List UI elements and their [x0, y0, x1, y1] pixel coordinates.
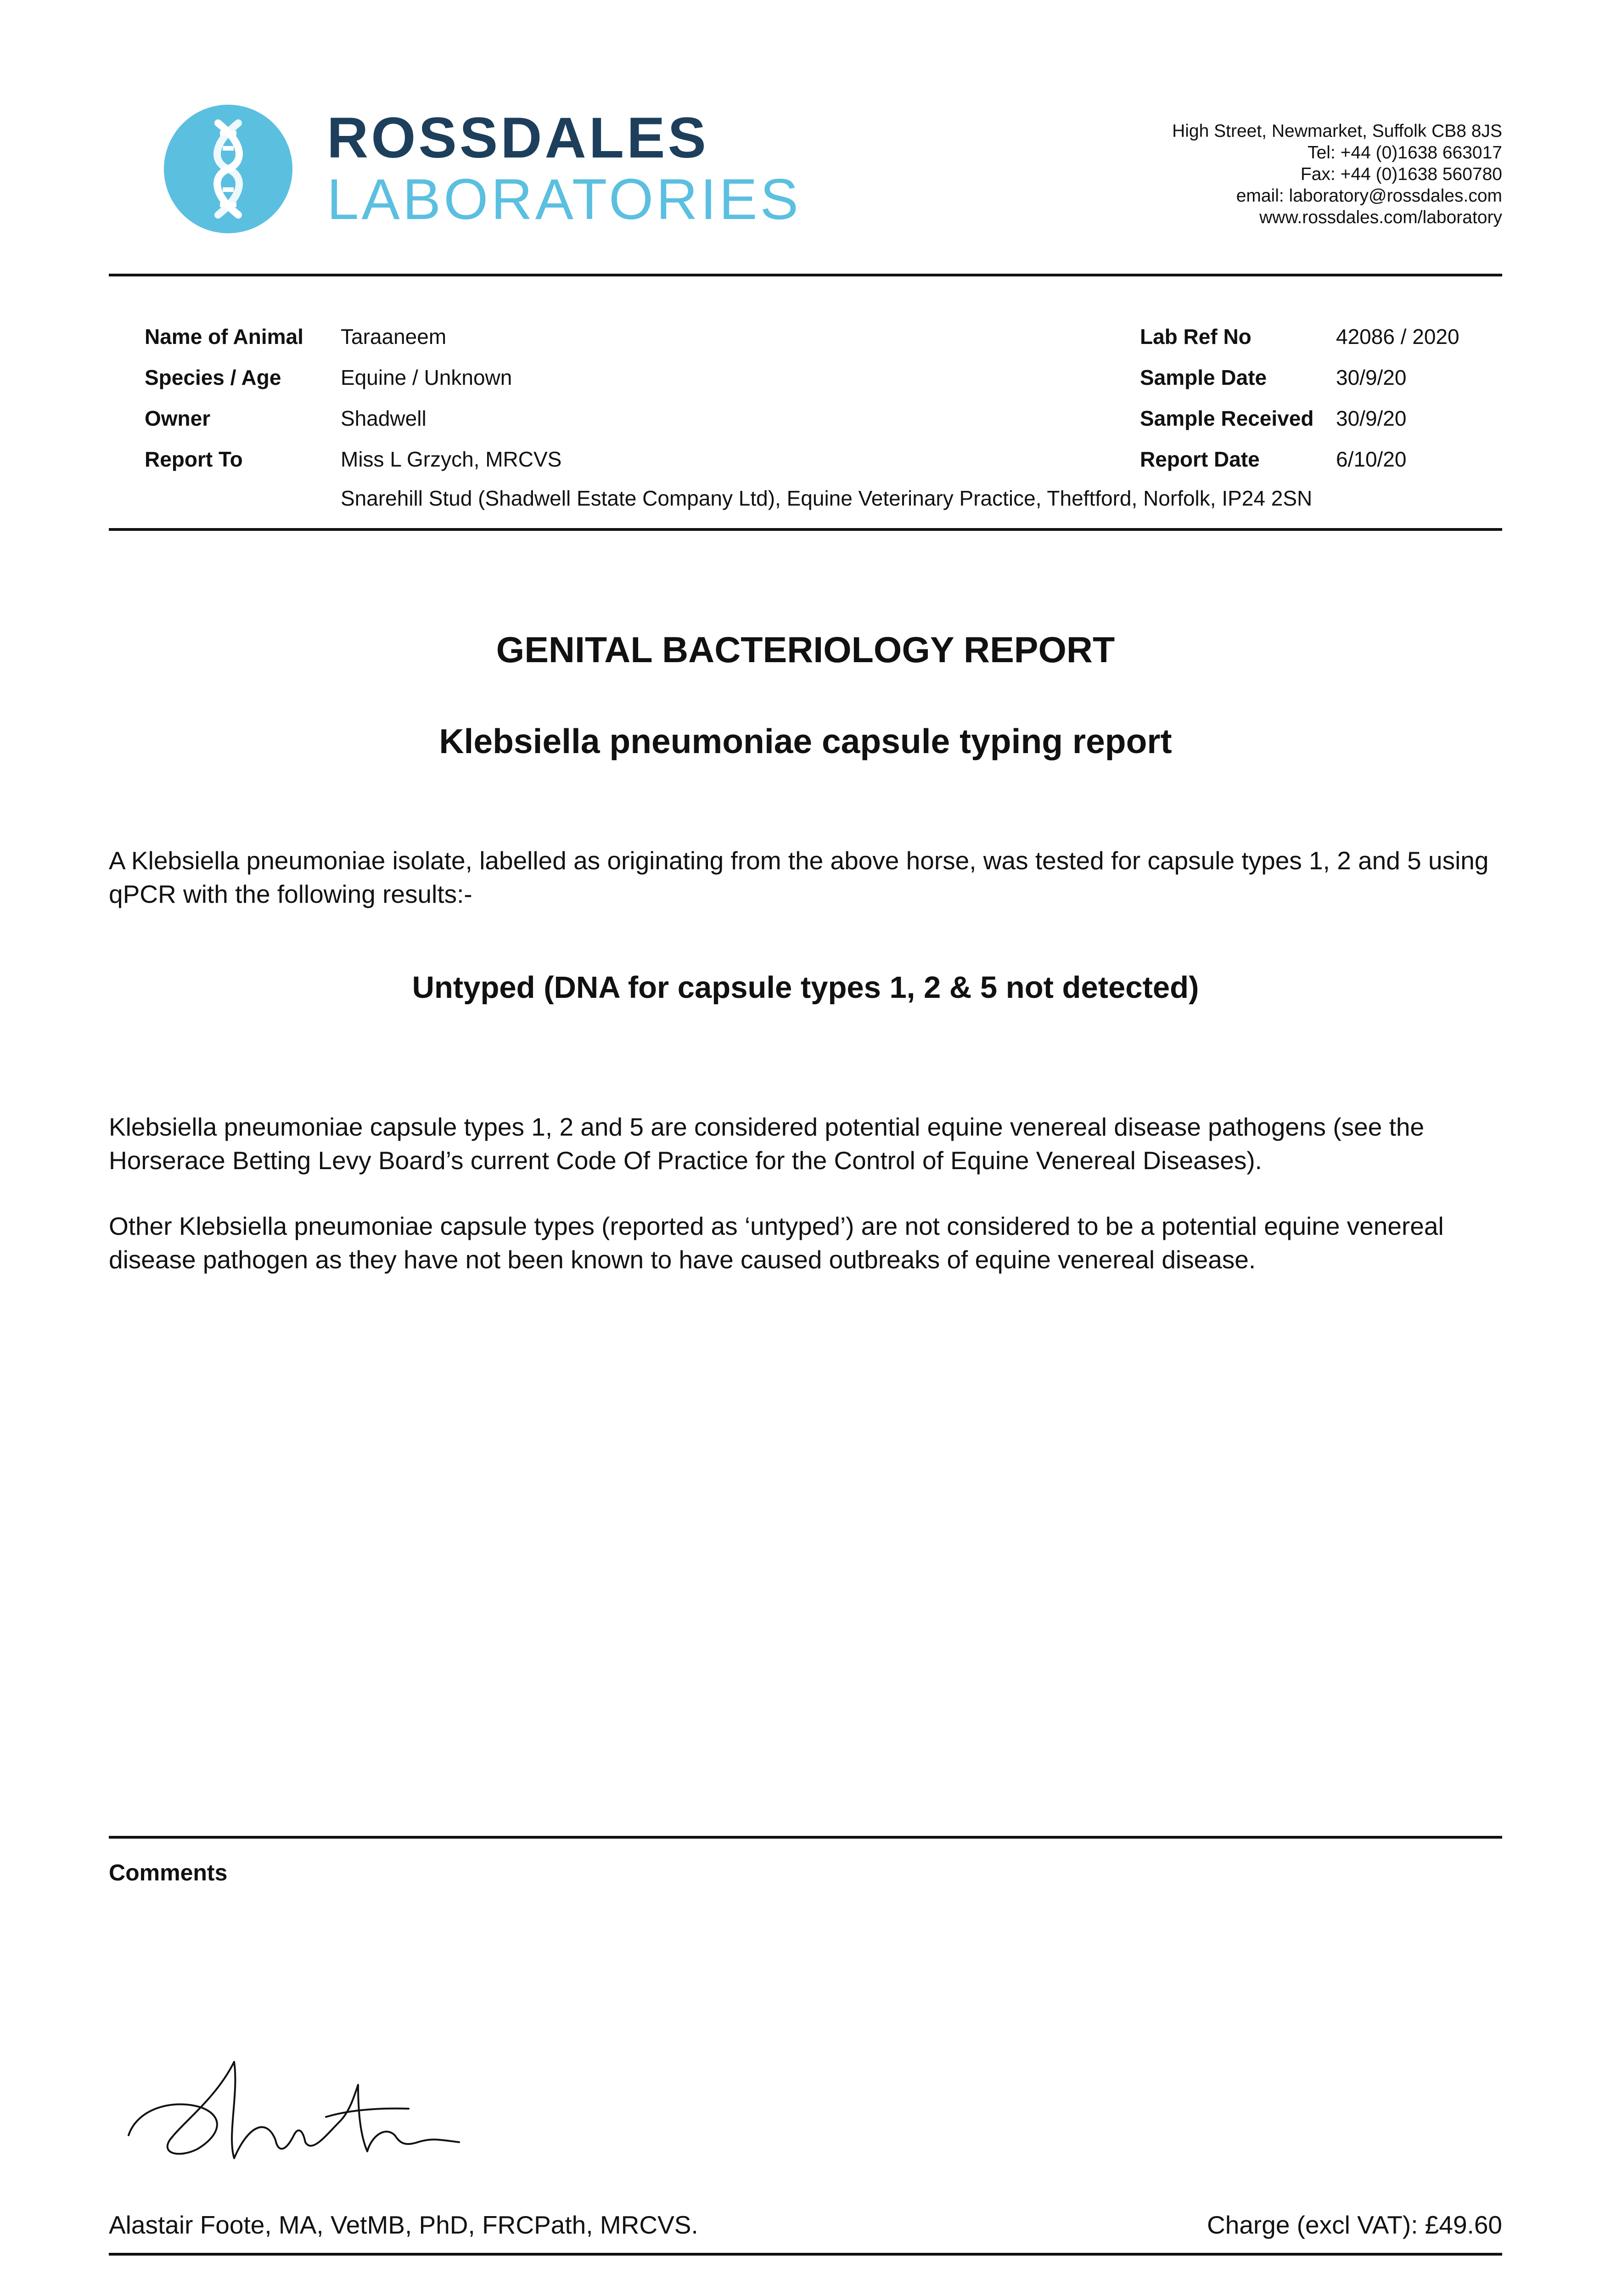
contact-tel: Tel: +44 (0)1638 663017	[1308, 143, 1502, 163]
contact-fax: Fax: +44 (0)1638 560780	[1300, 164, 1502, 184]
report-subtitle: Klebsiella pneumoniae capsule typing report	[439, 722, 1172, 760]
label-report-to: Report To	[145, 447, 243, 471]
value-species-age: Equine / Unknown	[341, 366, 512, 389]
note-2-text: Other Klebsiella pneumoniae capsule types (reported as ‘untyped’) are not considered to be a potential equine venereal disease pathogen as they have not been known to have caused outbreaks of equine venereal disease.	[109, 1212, 1444, 1274]
brand-name-line2: LABORATORIES	[327, 168, 801, 231]
note-paragraph-2	[109, 1210, 1504, 1277]
label-name-of-animal: Name of Animal	[145, 325, 303, 349]
label-sample-received: Sample Received	[1140, 406, 1314, 430]
value-owner: Shadwell	[341, 406, 427, 430]
result-statement: Untyped (DNA for capsule types 1, 2 & 5 not detected)	[412, 970, 1199, 1005]
dna-helix-icon	[164, 105, 292, 233]
contact-address: High Street, Newmarket, Suffolk CB8 8JS	[1172, 121, 1502, 141]
header-divider	[109, 274, 1502, 276]
signature	[110, 2043, 477, 2181]
footer-divider	[109, 2253, 1502, 2256]
contact-block	[1172, 120, 1502, 228]
label-sample-date: Sample Date	[1140, 366, 1267, 389]
contact-email: email: laboratory@rossdales.com	[1236, 186, 1502, 206]
charge: Charge (excl VAT): £49.60	[1207, 2211, 1502, 2239]
intro-text: A Klebsiella pneumoniae isolate, labelled as originating from the above horse, was tested for capsule types 1, 2 and 5 using qPCR with the following results:-	[109, 846, 1489, 908]
contact-website: www.rossdales.com/laboratory	[1259, 208, 1502, 227]
note-1-text: Klebsiella pneumoniae capsule types 1, 2 and 5 are considered potential equine venereal disease pathogens (see the Horserace Betting Levy Board’s current Code Of Practice for the Control of Equine Venereal Diseases).	[109, 1113, 1425, 1175]
intro-paragraph	[109, 844, 1504, 911]
label-species-age: Species / Age	[145, 366, 281, 389]
value-name-of-animal: Taraaneem	[341, 325, 447, 349]
comments-divider	[109, 1836, 1502, 1839]
value-report-date: 6/10/20	[1336, 447, 1407, 471]
info-divider	[109, 528, 1502, 531]
report-title: GENITAL BACTERIOLOGY REPORT	[496, 629, 1115, 670]
comments-label: Comments	[109, 1860, 228, 1885]
signatory: Alastair Foote, MA, VetMB, PhD, FRCPath, MRCVS.	[109, 2211, 698, 2239]
label-report-date: Report Date	[1140, 447, 1260, 471]
value-sample-date: 30/9/20	[1336, 366, 1407, 389]
label-lab-ref-no: Lab Ref No	[1140, 325, 1252, 349]
brand-name-line1: ROSSDALES	[327, 106, 709, 170]
label-owner: Owner	[145, 406, 211, 430]
report-to-address: Snarehill Stud (Shadwell Estate Company Ltd), Equine Veterinary Practice, Theftford, Norfolk, IP24 2SN	[341, 486, 1313, 510]
value-report-to: Miss L Grzych, MRCVS	[341, 447, 562, 471]
note-paragraph-1	[109, 1110, 1504, 1177]
value-lab-ref-no: 42086 / 2020	[1336, 325, 1459, 349]
value-sample-received: 30/9/20	[1336, 406, 1407, 430]
